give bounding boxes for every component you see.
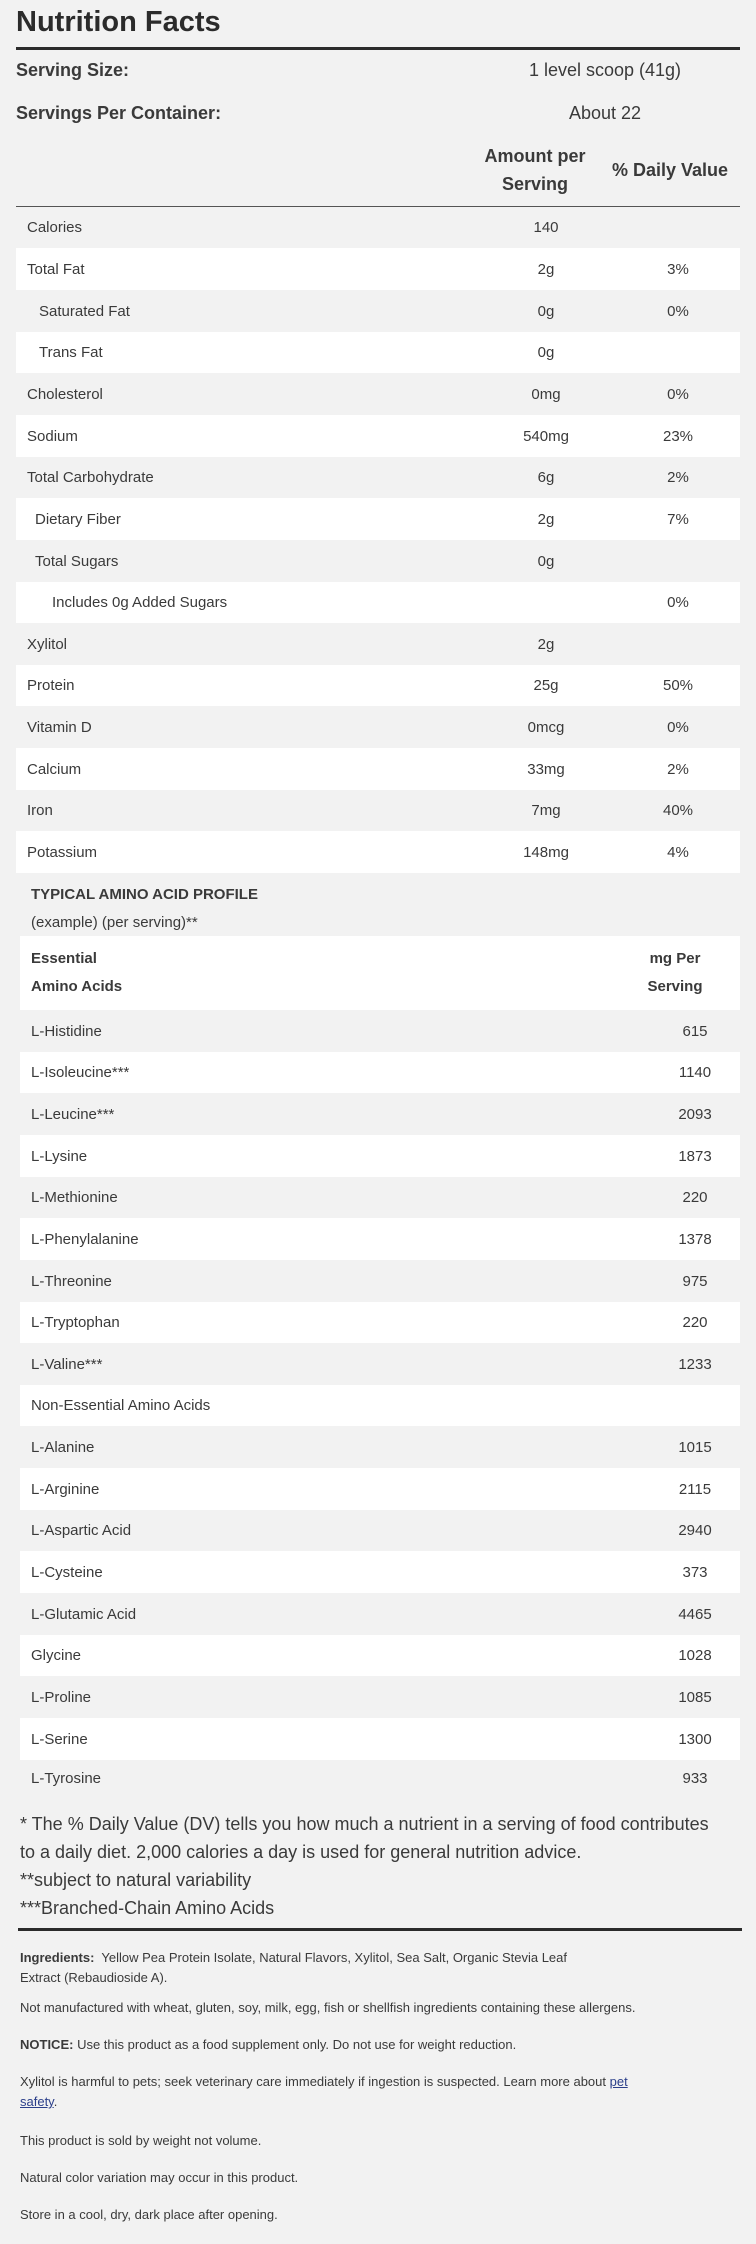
nutrient-row [16, 540, 740, 582]
amino-header-left [31, 945, 122, 1001]
amino-mg: 1873 [678, 1147, 712, 1165]
pet-safety-link-part1[interactable]: pet [609, 2074, 628, 2089]
ingredients-block [20, 1948, 744, 1988]
nutrient-amount: 7mg [531, 802, 561, 819]
dv-footnote-line2: to a daily diet. 2,000 calories a day is used for general nutrition advice. [20, 1842, 582, 1862]
amino-row [20, 1135, 740, 1177]
nutrient-amount: 0g [537, 552, 555, 570]
amount-header-line2: Serving [501, 174, 569, 194]
amino-name: L-Cysteine [31, 1563, 103, 1581]
amount-header-line1: Amount per [484, 146, 586, 166]
nutrient-amount: 0mcg [527, 718, 565, 736]
nutrient-name: Iron [27, 802, 53, 819]
nutrient-amount: 25g [533, 677, 559, 694]
amino-name: Glycine [31, 1647, 82, 1664]
nutrient-row [16, 457, 740, 498]
nutrient-row [16, 415, 740, 457]
nutrient-amount: 140 [533, 219, 559, 236]
page-title: Nutrition Facts [16, 6, 221, 38]
nutrient-row [16, 248, 740, 290]
nutrient-name: Potassium [27, 843, 98, 861]
amino-row [20, 1052, 740, 1093]
amino-row [20, 1093, 740, 1135]
nutrient-amount: 0g [537, 302, 555, 320]
amino-mg: 2940 [678, 1522, 712, 1539]
amino-mg: 4465 [678, 1605, 712, 1623]
amino-mg: 933 [682, 1769, 708, 1787]
nutrient-amount: 2g [537, 510, 555, 528]
amino-profile-title: TYPICAL AMINO ACID PROFILE [31, 886, 258, 903]
color-variation-statement: Natural color variation may occur in this product. [20, 2170, 299, 2185]
servings-per-container-value: About 22 [568, 103, 642, 123]
amino-mg: 615 [682, 1022, 708, 1040]
nutrient-name: Cholesterol [27, 385, 103, 403]
amino-mg: 2115 [678, 1480, 712, 1498]
notice-label: NOTICE: [20, 2037, 74, 2052]
pet-safety-link-part2[interactable]: safety [20, 2094, 54, 2109]
amino-name: L-Tyrosine [31, 1769, 102, 1787]
amino-mg: 1140 [678, 1064, 712, 1081]
nutrient-dv [616, 332, 740, 373]
amount-per-serving-header [470, 142, 600, 198]
serving-size-label: Serving Size: [16, 60, 130, 80]
nutrient-row [16, 332, 740, 373]
servings-per-container-label: Servings Per Container: [16, 103, 222, 123]
amino-row [20, 1760, 740, 1796]
nutrient-amount: 33mg [527, 760, 565, 778]
amino-name: L-Serine [31, 1730, 88, 1748]
nutrient-name: Trans Fat [39, 344, 103, 361]
amino-name: L-Phenylalanine [31, 1230, 139, 1248]
amino-row [20, 1343, 740, 1385]
nutrient-name: Total Fat [27, 260, 85, 278]
nutrient-row [16, 665, 740, 706]
nutrient-dv: 0% [667, 594, 689, 611]
nutrient-name: Calories [27, 219, 83, 236]
amino-row [20, 1718, 740, 1760]
ingredients-line2: Extract (Rebaudioside A). [20, 1970, 168, 1985]
xylitol-period: . [53, 2094, 58, 2109]
amino-row [20, 1260, 740, 1302]
amino-name: L-Glutamic Acid [31, 1605, 137, 1623]
amino-header-left-line1: Essential [31, 950, 97, 967]
nutrient-dv [616, 207, 740, 248]
amino-header-right-line1: mg Per [649, 950, 701, 967]
nutrient-amount: 2g [537, 635, 555, 653]
amino-name: L-Tryptophan [31, 1314, 120, 1331]
nutrient-row [16, 207, 740, 248]
nutrient-row [16, 790, 740, 831]
amino-mg: 220 [682, 1314, 708, 1331]
nutrient-name: Saturated Fat [39, 302, 130, 320]
footnote-divider [18, 1928, 742, 1931]
daily-value-header: % Daily Value [611, 160, 729, 180]
nutrient-row [16, 748, 740, 790]
amino-name: L-Proline [31, 1688, 92, 1706]
nutrient-amount: 148mg [523, 843, 569, 861]
amino-name: L-Threonine [31, 1272, 112, 1290]
nutrient-row [16, 831, 740, 873]
nutrient-name: Total Sugars [35, 552, 119, 570]
amino-header-right-line2: Serving [647, 978, 703, 995]
nutrient-dv: 50% [662, 677, 694, 694]
nutrient-dv: 3% [667, 260, 689, 278]
amino-row [20, 1302, 740, 1343]
nutrient-name: Xylitol [27, 635, 68, 653]
nutrient-name: Calcium [27, 760, 82, 778]
nutrient-dv: 0% [667, 302, 689, 320]
notice-text: Use this product as a food supplement only. Do not use for weight reduction. [77, 2037, 517, 2052]
nutrient-dv: 0% [667, 385, 689, 403]
nutrient-name: Sodium [27, 427, 78, 445]
variability-footnote: **subject to natural variability [20, 1870, 252, 1890]
nutrient-dv: 2% [667, 469, 689, 486]
amino-name: L-Valine*** [31, 1355, 103, 1373]
amino-mg: 1233 [678, 1355, 712, 1373]
nutrient-dv: 0% [667, 718, 689, 736]
non-essential-header-row [20, 1385, 740, 1426]
allergen-statement: Not manufactured with wheat, gluten, soy, milk, egg, fish or shellfish ingredients containing these allergens. [20, 2000, 636, 2015]
amino-mg: 373 [682, 1563, 708, 1581]
nutrient-amount: 2g [537, 260, 555, 278]
amino-mg: 220 [682, 1189, 708, 1206]
amino-row [20, 1593, 740, 1635]
notice-block [20, 2035, 744, 2055]
nutrient-dv: 40% [662, 802, 694, 819]
title-divider [16, 47, 740, 50]
xylitol-text: Xylitol is harmful to pets; seek veterinary care immediately if ingestion is suspected. Learn more about [20, 2074, 606, 2089]
amino-mg: 1015 [678, 1438, 712, 1456]
amino-name: L-Methionine [31, 1189, 118, 1206]
amino-row [20, 1635, 740, 1676]
nutrient-amount: 6g [537, 469, 555, 486]
amino-name: L-Aspartic Acid [31, 1522, 132, 1539]
serving-size-value: 1 level scoop (41g) [528, 60, 682, 80]
xylitol-warning [20, 2072, 744, 2112]
amino-row [20, 1551, 740, 1593]
amino-mg: 1378 [678, 1230, 712, 1248]
nutrient-amount: 0mg [531, 385, 561, 403]
nutrient-dv: 7% [667, 510, 689, 528]
nutrient-dv: 23% [662, 427, 694, 445]
nutrient-row [16, 498, 740, 540]
footnotes [20, 1810, 744, 1922]
non-essential-label: Non-Essential Amino Acids [31, 1397, 211, 1414]
amino-mg: 2093 [678, 1105, 712, 1123]
amino-name: L-Lysine [31, 1147, 88, 1165]
nutrient-name: Total Carbohydrate [27, 469, 154, 486]
amino-profile-subtitle: (example) (per serving)** [31, 914, 198, 931]
nutrient-name: Includes 0g Added Sugars [52, 594, 228, 611]
nutrient-name: Vitamin D [27, 718, 92, 736]
nutrient-row [16, 582, 740, 623]
nutrient-dv: 2% [667, 760, 689, 778]
amino-row [20, 1510, 740, 1551]
dv-footnote-line1: * The % Daily Value (DV) tells you how much a nutrient in a serving of food contributes [20, 1814, 709, 1834]
nutrient-row [16, 706, 740, 748]
nutrient-amount: 540mg [523, 427, 569, 445]
ingredients-label: Ingredients: [20, 1950, 95, 1965]
amino-row [20, 1218, 740, 1260]
nutrient-name: Dietary Fiber [35, 510, 121, 528]
storage-statement: Store in a cool, dry, dark place after opening. [20, 2207, 278, 2222]
amino-name: L-Arginine [31, 1480, 100, 1498]
amino-mg: 1028 [678, 1647, 712, 1664]
nutrient-dv [616, 540, 740, 582]
amino-name: L-Histidine [31, 1022, 102, 1040]
nutrient-row [16, 623, 740, 665]
amino-header-right [620, 945, 730, 1001]
nutrient-row [16, 373, 740, 415]
nutrient-dv: 4% [667, 843, 689, 861]
weight-statement: This product is sold by weight not volume. [20, 2133, 262, 2148]
amino-name: L-Leucine*** [31, 1105, 115, 1123]
amino-mg: 975 [682, 1272, 708, 1290]
nutrient-amount [476, 582, 616, 623]
nutrient-row [16, 290, 740, 332]
ingredients-line1 [20, 1948, 744, 1968]
nutrient-amount: 0g [537, 344, 555, 361]
amino-row [20, 1177, 740, 1218]
bcaa-footnote: ***Branched-Chain Amino Acids [20, 1898, 275, 1918]
nutrient-dv [616, 623, 740, 665]
nutrient-name: Protein [27, 677, 75, 694]
ingredients-text: Yellow Pea Protein Isolate, Natural Flavors, Xylitol, Sea Salt, Organic Stevia Leaf [101, 1950, 567, 1965]
amino-name: L-Isoleucine*** [31, 1064, 130, 1081]
amino-mg: 1300 [678, 1730, 712, 1748]
amino-name: L-Alanine [31, 1438, 95, 1456]
amino-row [20, 1010, 740, 1052]
amino-row [20, 1468, 740, 1510]
amino-header-left-line2: Amino Acids [31, 978, 123, 995]
amino-mg: 1085 [678, 1688, 712, 1706]
amino-row [20, 1676, 740, 1718]
amino-row [20, 1426, 740, 1468]
